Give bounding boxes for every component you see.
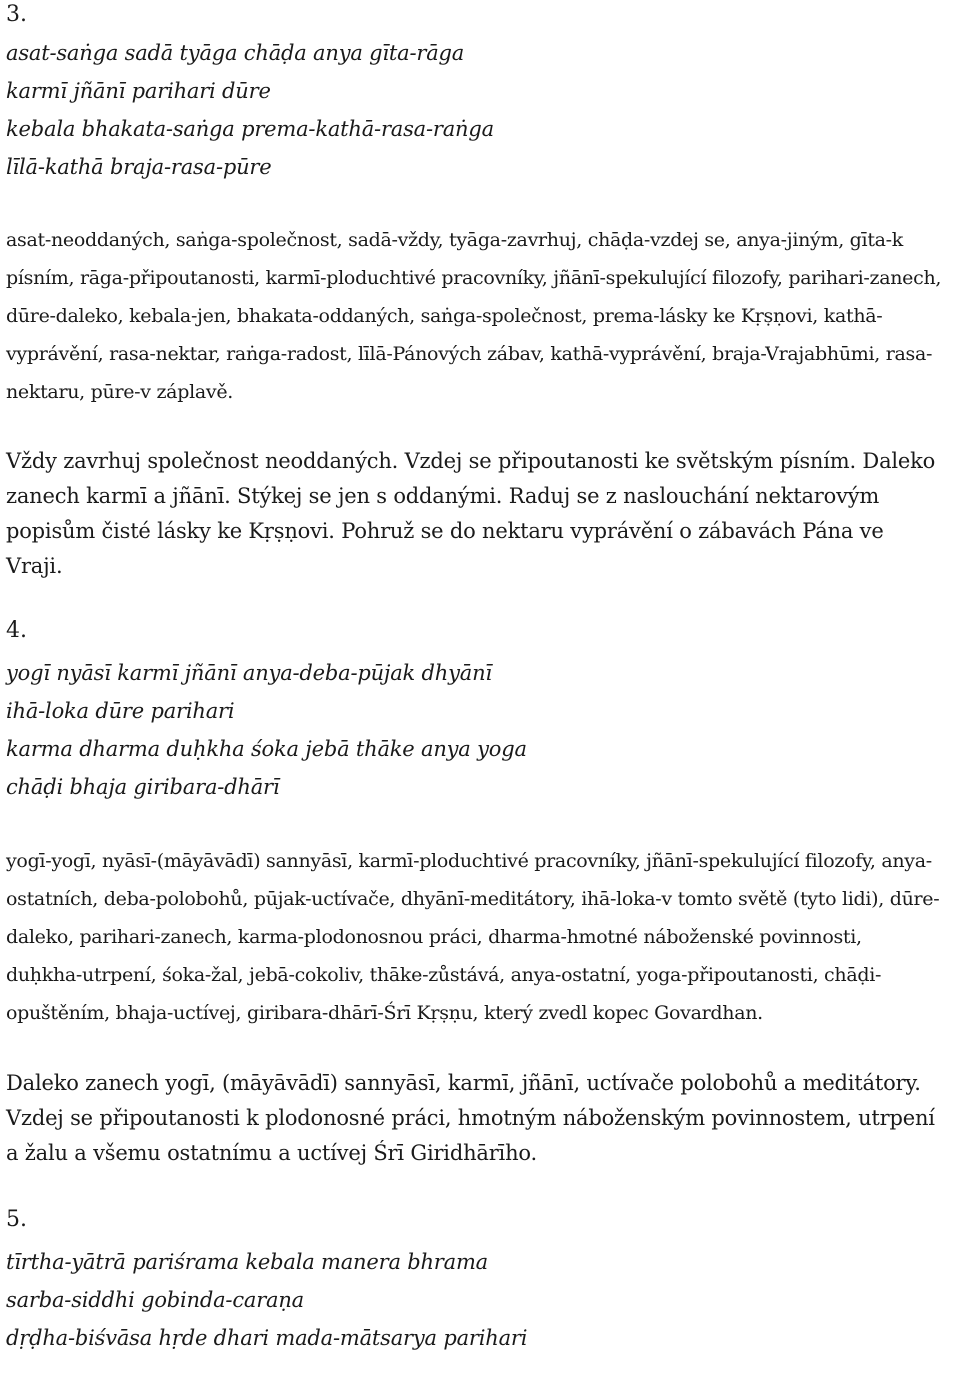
verse-line: ihā-loka dūre parihari — [6, 699, 235, 723]
verse-line: līlā-kathā braja-rasa-pūre — [6, 155, 272, 179]
translation-paragraph: Vždy zavrhuj společnost neoddaných. Vzdej se připoutanosti ke světským písním. Daleko zanech karmī a jñānī. Stýkej se jen s oddanými. Raduj se z naslouchání nektarovým popisům čisté lásky ke Kṛṣṇovi. Pohruž se do nektaru vyprávění o zábavách Pána ve Vraji. — [6, 449, 936, 578]
section-number: 3. — [6, 2, 27, 27]
verse-line: tīrtha-yātrā pariśrama kebala manera bhrama — [6, 1250, 488, 1274]
verse-line: dṛḍha-biśvāsa hṛde dhari mada-mātsarya parihari — [6, 1326, 528, 1350]
section-5 — [6, 1207, 942, 1357]
synonyms-paragraph: yogī-yogī, nyāsī-(māyāvādī) sannyāsī, karmī-ploduchtivé pracovníky, jñānī-spekulující filozofy, anya-ostatních, deba-polobohů, pūjak-uctívače, dhyānī-meditátory, ihā-loka-v tomto světě (tyto lidi), dūre-daleko, parihari-zanech, karma-plodonosnou práci, dharma-hmotné náboženské povinnosti, duḥkha-utrpení, śoka-žal, jebā-cokoliv, thāke-zůstává, anya-ostatní, yoga-připoutanosti, chāḍi-opuštěním, bhaja-uctívej, giribara-dhārī-Śrī Kṛṣṇu, který zvedl kopec Govardhan. — [6, 850, 940, 1024]
section-4 — [6, 618, 942, 1171]
verse-line: yogī nyāsī karmī jñānī anya-deba-pūjak dhyānī — [6, 661, 492, 685]
verse-line: kebala bhakata-saṅga prema-kathā-rasa-raṅga — [6, 117, 494, 141]
section-number: 4. — [6, 618, 27, 643]
verse-line: chāḍi bhaja giribara-dhārī — [6, 775, 280, 799]
verse-block — [6, 1243, 942, 1357]
synonyms-paragraph: asat-neoddaných, saṅga-společnost, sadā-vždy, tyāga-zavrhuj, chāḍa-vzdej se, anya-jiným, gīta-k písním, rāga-připoutanosti, karmī-ploduchtivé pracovníky, jñānī-spekulující filozofy, parihari-zanech, dūre-daleko, kebala-jen, bhakata-oddaných, saṅga-společnost, prema-lásky ke Kṛṣṇovi, kathā-vyprávění, rasa-nektar, raṅga-radost, līlā-Pánových zábav, kathā-vyprávění, braja-Vrajabhūmi, rasa-nektaru, pūre-v záplavě. — [6, 229, 942, 403]
verse-line: sarba-siddhi gobinda-caraṇa — [6, 1288, 305, 1312]
verse-line: asat-saṅga sadā tyāga chāḍa anya gīta-rāga — [6, 41, 465, 65]
verse-block — [6, 34, 942, 186]
verse-line: karma dharma duḥkha śoka jebā thāke anya yoga — [6, 737, 527, 761]
verse-line: karmī jñānī parihari dūre — [6, 79, 271, 103]
verse-block — [6, 654, 942, 806]
section-3 — [6, 0, 942, 584]
translation-paragraph: Daleko zanech yogī, (māyāvādī) sannyāsī, karmī, jñānī, uctívače polobohů a meditátory. Vzdej se připoutanosti k plodonosné práci, hmotným náboženským povinnostem, utrpení a žalu a všemu ostatnímu a uctívej Śrī Giridhārīho. — [6, 1071, 935, 1165]
section-number: 5. — [6, 1207, 27, 1232]
